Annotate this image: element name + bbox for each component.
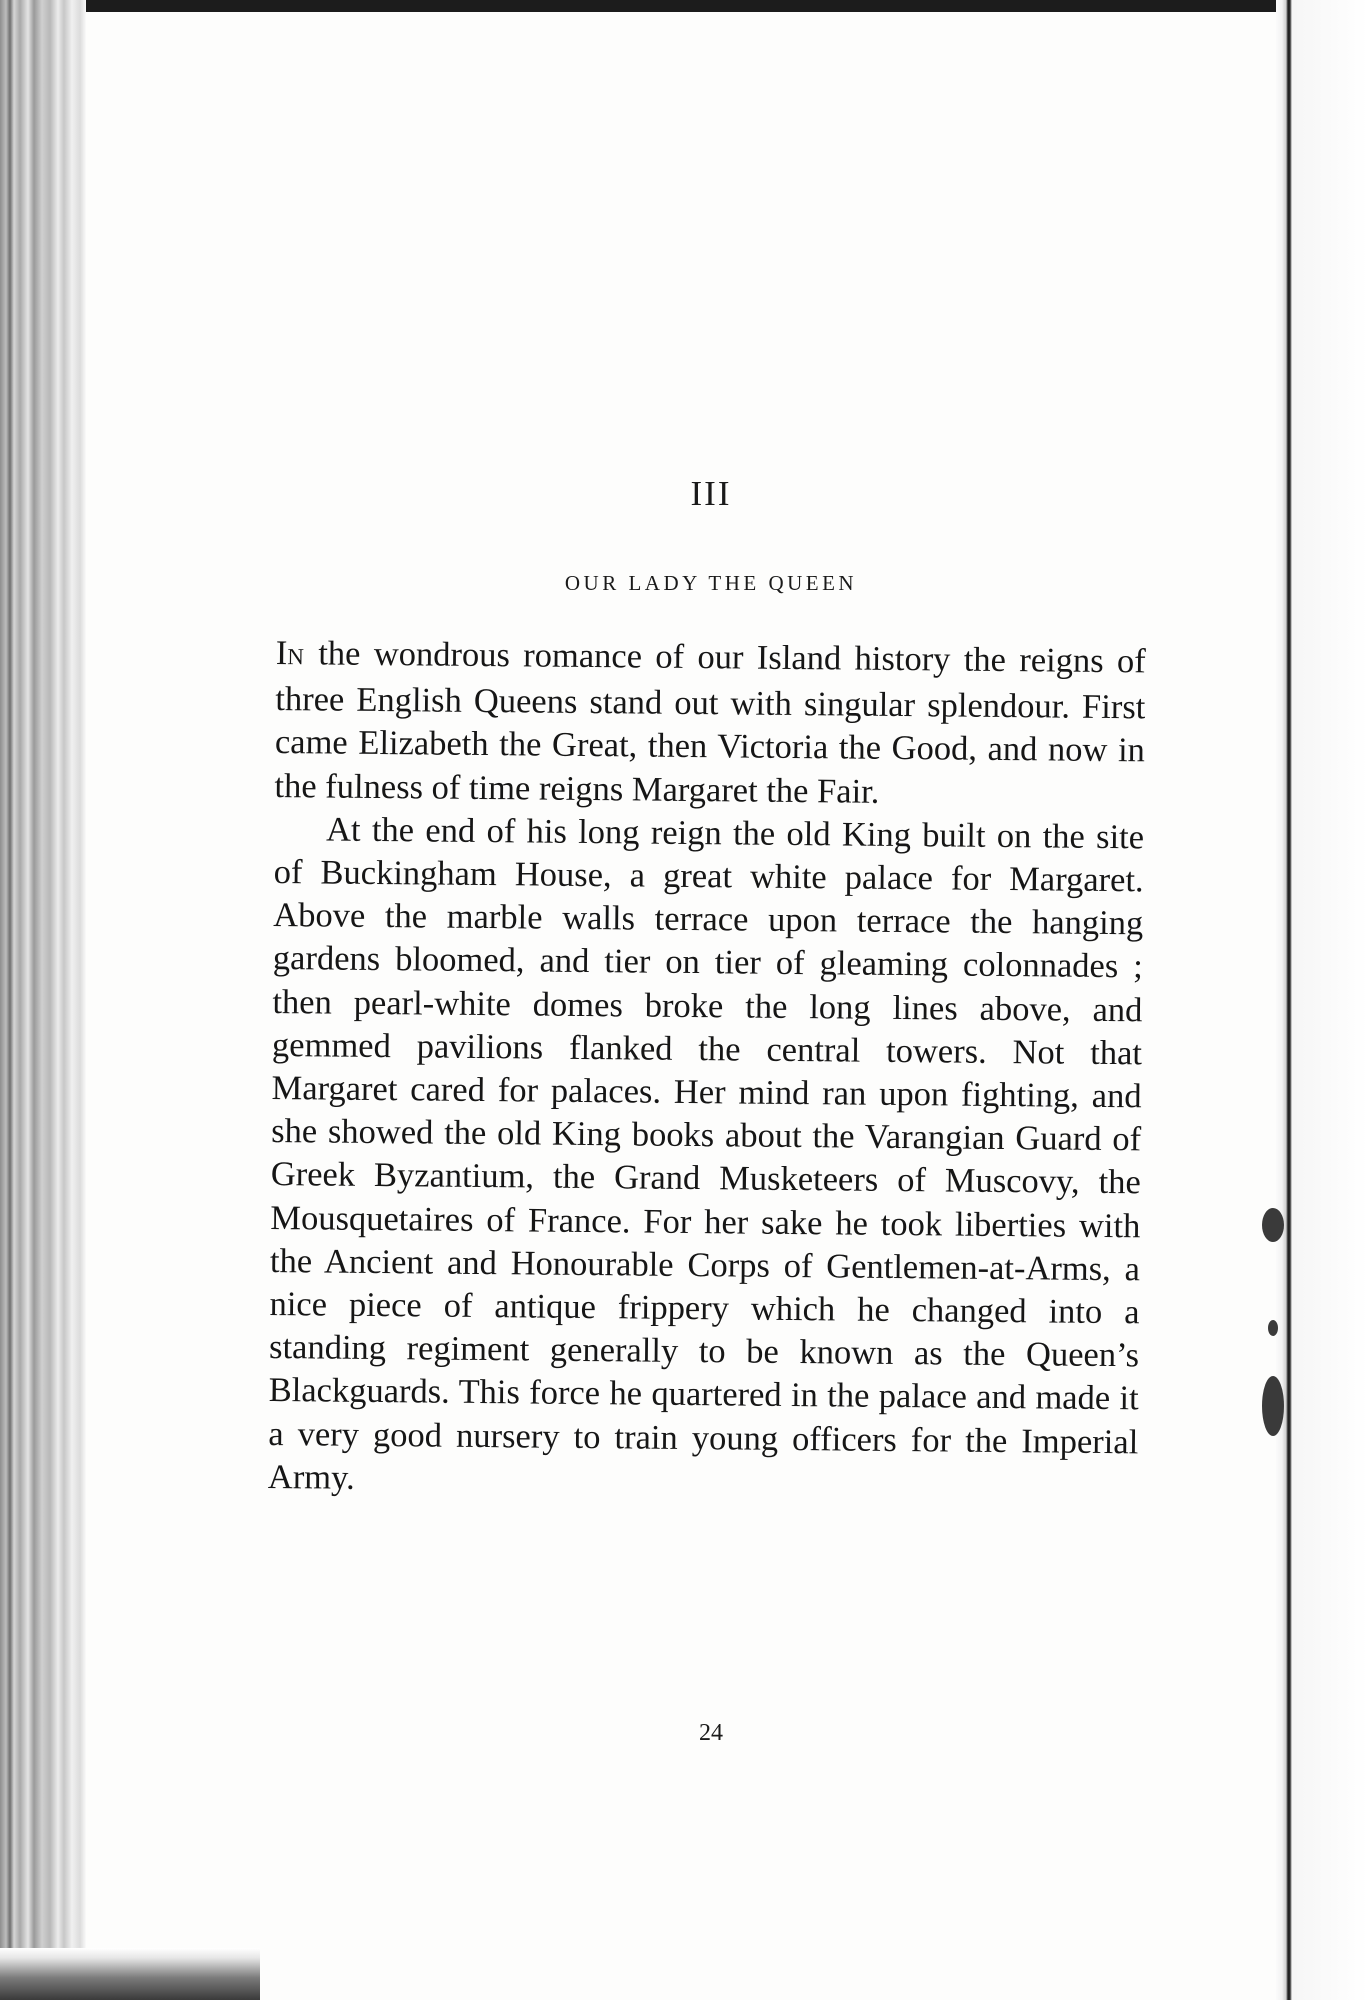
edge-blemish: [1262, 1376, 1284, 1436]
edge-blemish: [1262, 1208, 1284, 1242]
paragraph-1-text: the wondrous romance of our Island history the reigns of three English Queens stand out with singular splendour. First came Elizabeth the Great, then Victoria the Good, and now in the fulness of time reigns Margaret the Fair.: [274, 634, 1146, 811]
spine-bottom-shadow: [0, 1948, 260, 2000]
chapter-title: OUR LADY THE QUEEN: [564, 571, 858, 595]
page-number: 24: [699, 1720, 723, 1746]
paragraph-2: At the end of his long reign the old King built on the site of Buckingham House, a great white palace for Margaret. Above the marble walls terrace upon terrace the hanging gardens bloomed, and tier on tier of gleaming colonnades ; then pearl-white domes broke the long lines above, and gemmed pavilions flanked the central towers. Not that Margaret cared for palaces. Her mind ran upon fighting, and she showed the old King books about the Varangian Guard of Greek Byzantium, the Grand Musketeers of Muscovy, the Mousquetaires of France. For her sake he took liberties with the Ancient and Honourable Corps of Gentlemen-at-Arms, a nice piece of antique frippery which he changed into a standing regiment generally to be known as the Queen’s Blackguards. This force he quartered in the palace and made it a very good nursery to train young officers for the Imperial Army.: [267, 810, 1145, 1497]
right-page-edge: [1276, 0, 1368, 2000]
chapter-body: [268, 632, 1146, 1507]
edge-blemish: [1268, 1320, 1278, 1336]
chapter-number: III: [690, 474, 732, 513]
paragraph-1: [274, 632, 1146, 816]
initial-small-caps: N: [287, 644, 306, 670]
page-content: [267, 0, 1150, 2000]
book-spine-gutter: [0, 0, 86, 2000]
initial-capital: I: [275, 633, 288, 673]
